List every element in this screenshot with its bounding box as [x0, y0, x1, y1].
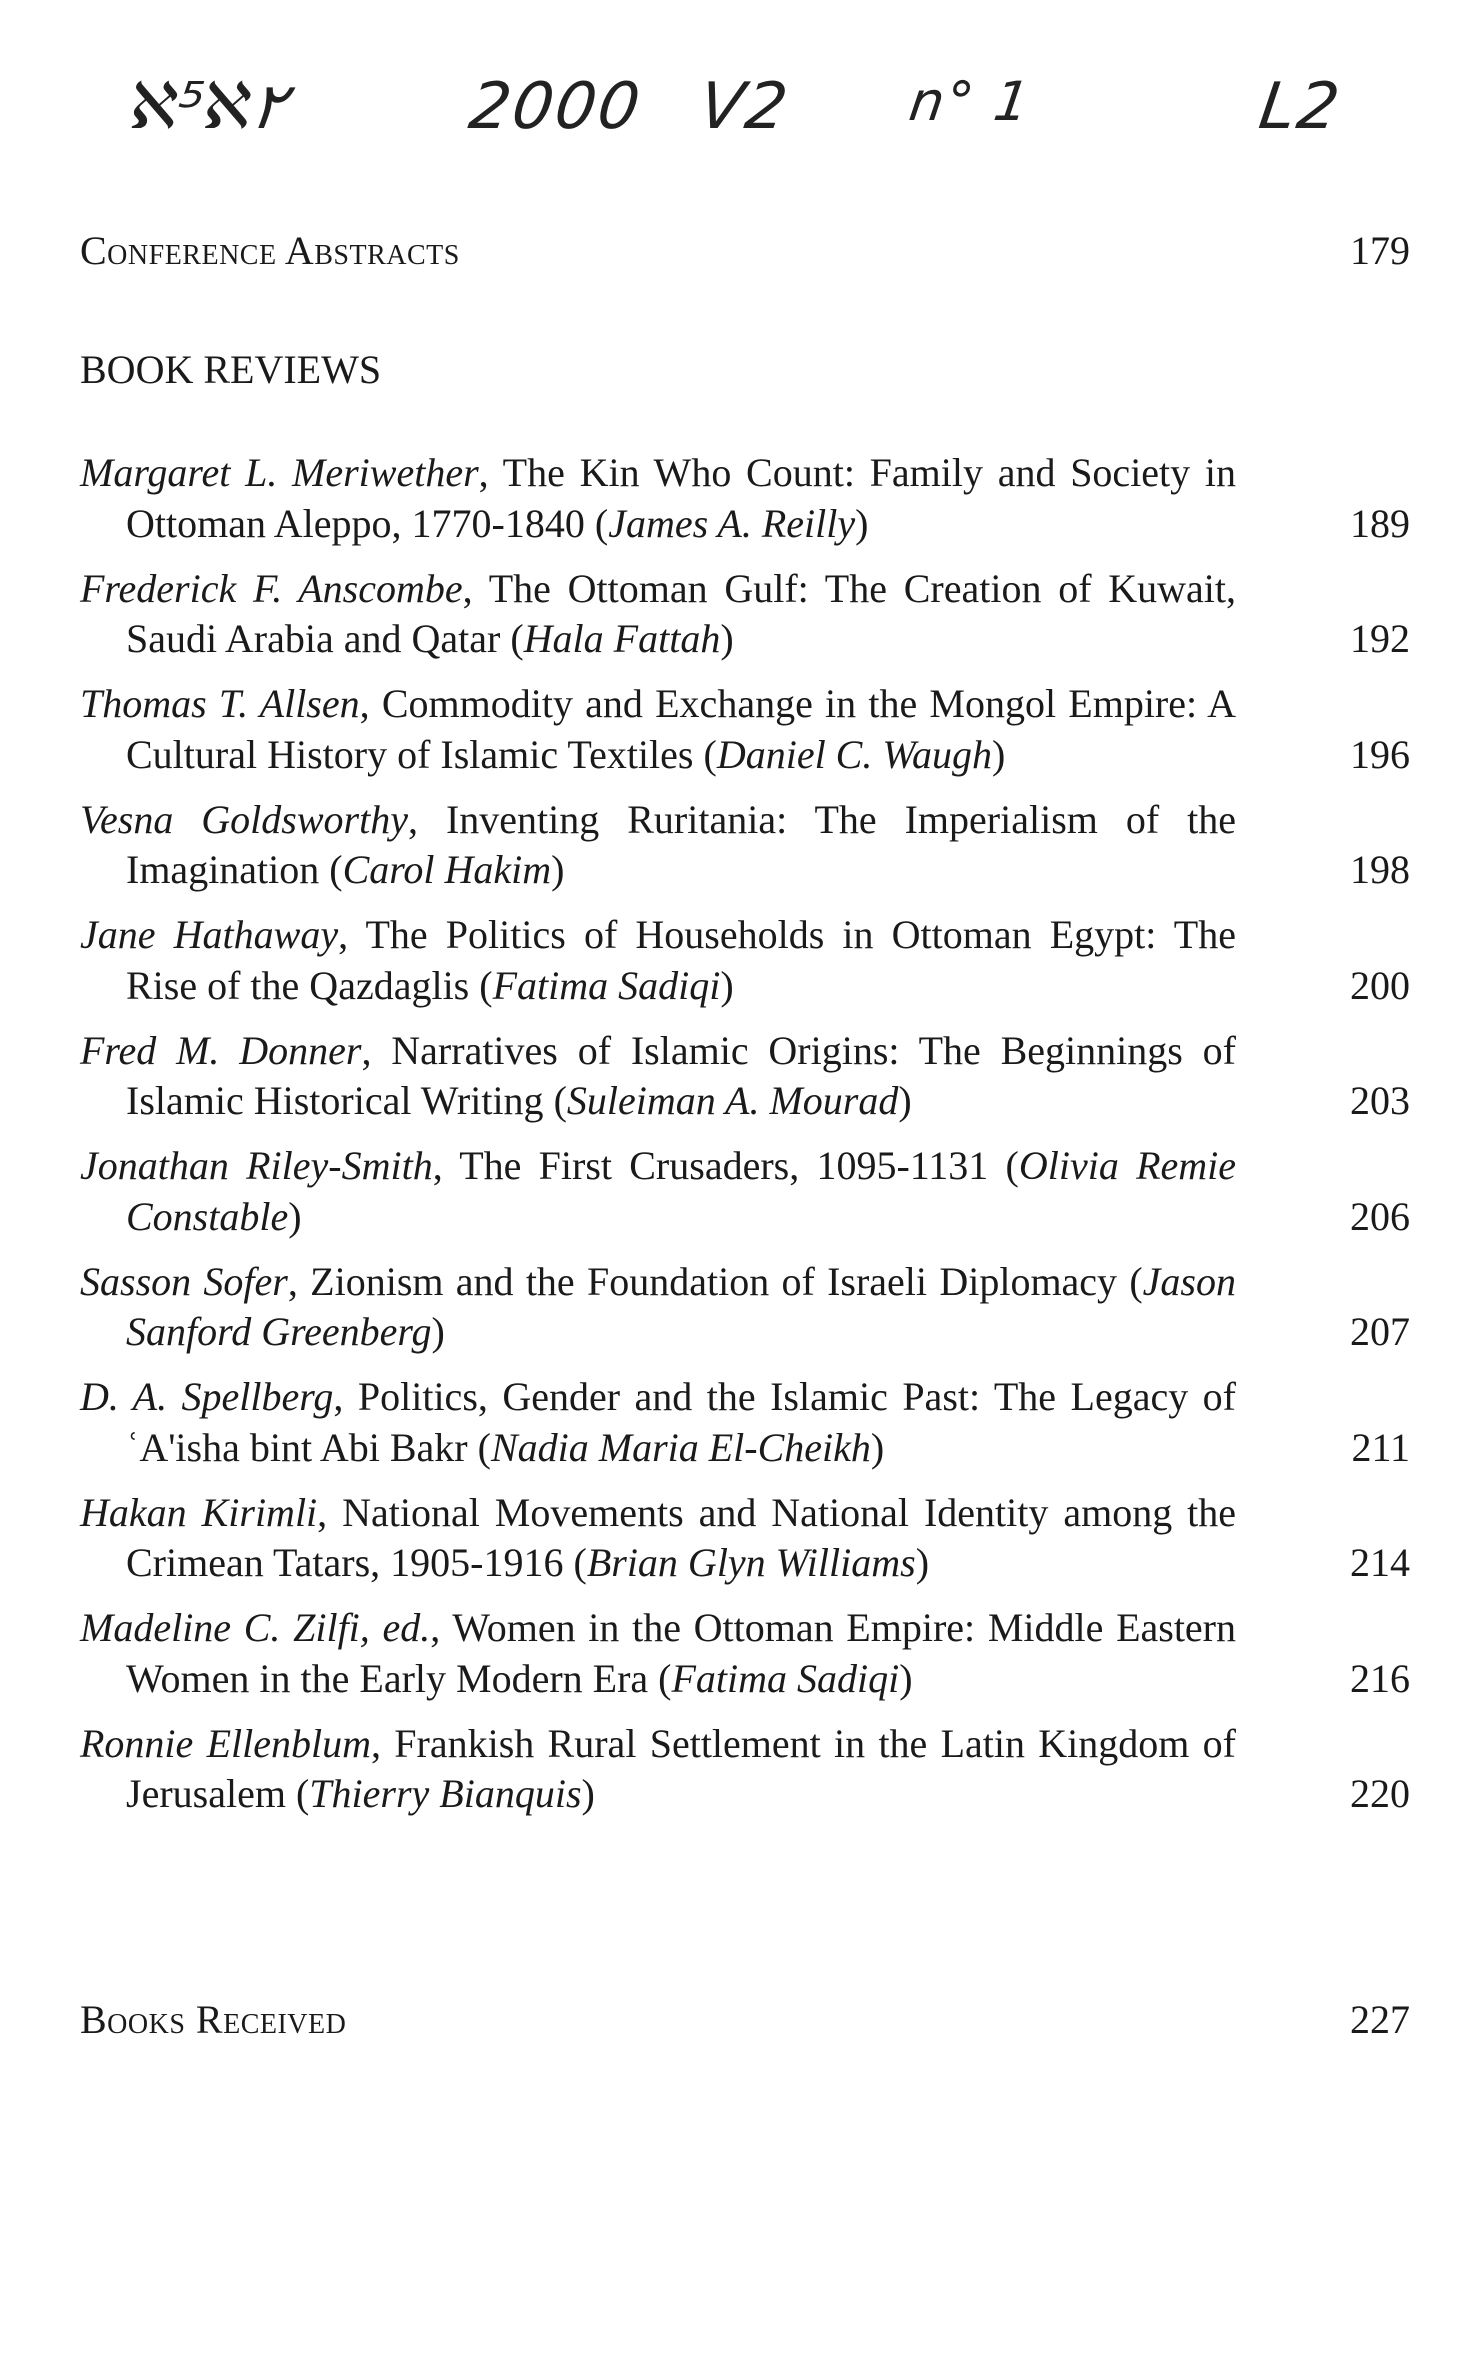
review-entry-text: Frederick F. Anscombe, The Ottoman Gulf: The Creation of Kuwait, Saudi Arabia and Qatar (Hala Fattah): [80, 565, 1237, 661]
review-entry-text: Vesna Goldsworthy, Inventing Ruritania: The Imperialism of the Imagination (Carol Hakim): [80, 796, 1237, 892]
review-author: Vesna Goldsworthy: [80, 796, 408, 842]
handwritten-shelf: L2: [1254, 70, 1346, 144]
review-book-title: Frankish Rural Settlement in the Latin Kingdom of Jerusalem: [126, 1720, 1236, 1816]
review-entry-text: D. A. Spellberg, Politics, Gender and the Islamic Past: The Legacy of ʿA'isha bint Abi Bakr (Nadia Maria El-Cheikh): [80, 1374, 1237, 1470]
handwritten-call-number: [124, 70, 1370, 160]
review-reviewer: Jason Sanford Greenberg: [126, 1258, 1236, 1354]
review-page-number: 207: [1350, 1309, 1410, 1354]
review-page-number: 214: [1350, 1540, 1410, 1585]
review-entry: [80, 795, 1410, 896]
review-book-title: The First Crusaders, 1095-1131: [459, 1143, 989, 1188]
review-entry: [80, 1719, 1410, 1820]
review-entry-text: Thomas T. Allsen, Commodity and Exchange in the Mongol Empire: A Cultural History of Islamic Textiles (Daniel C. Waugh): [80, 681, 1237, 777]
section-page-number: 179: [1350, 228, 1410, 273]
review-entry: [80, 1603, 1410, 1704]
handwritten-volume: V2: [694, 70, 794, 144]
review-entry: [80, 1026, 1410, 1127]
review-entry-text: Hakan Kirimli, National Movements and National Identity among the Crimean Tatars, 1905-1916 (Brian Glyn Williams): [80, 1489, 1236, 1585]
section-title: Books Received: [80, 1997, 347, 2042]
handwritten-issue: n° 1: [905, 70, 1036, 133]
section-book-reviews: [80, 345, 1410, 395]
review-book-title: Narratives of Islamic Origins: The Beginnings of Islamic Historical Writing: [126, 1027, 1237, 1123]
section-title: BOOK REVIEWS: [80, 347, 382, 392]
review-reviewer: Brian Glyn Williams: [586, 1540, 916, 1585]
review-reviewer: Nadia Maria El-Cheikh: [490, 1424, 871, 1470]
review-entry: [80, 1141, 1410, 1242]
review-entry: [80, 564, 1410, 665]
review-page-number: 192: [1350, 616, 1410, 661]
review-book-title: The Kin Who Count: Family and Society in Ottoman Aleppo, 1770-1840: [126, 450, 1236, 546]
review-reviewer: Fatima Sadiqi: [671, 1655, 900, 1701]
review-entry-text: Madeline C. Zilfi, ed., Women in the Ottoman Empire: Middle Eastern Women in the Early Modern Era (Fatima Sadiqi): [80, 1605, 1237, 1701]
section-conference-abstracts: [80, 226, 1410, 276]
section-books-received: [80, 1995, 1410, 2045]
review-page-number: 196: [1350, 731, 1410, 777]
review-author: Fred M. Donner: [80, 1027, 362, 1073]
review-book-title: Commodity and Exchange in the Mongol Empire: A Cultural History of Islamic Textiles: [126, 681, 1237, 777]
book-review-list: [80, 448, 1410, 1834]
review-reviewer: Thierry Bianquis: [309, 1771, 582, 1816]
review-page-number: 206: [1350, 1193, 1410, 1239]
review-entry-text: Jonathan Riley-Smith, The First Crusaders, 1095-1131 (Olivia Remie Constable): [80, 1143, 1237, 1239]
review-reviewer: Hala Fattah: [523, 616, 721, 661]
review-author: Thomas T. Allsen: [80, 681, 360, 726]
review-entry: [80, 910, 1410, 1011]
review-reviewer: Suleiman A. Mourad: [566, 1078, 899, 1123]
review-reviewer: Carol Hakim: [342, 847, 552, 892]
review-page-number: 220: [1350, 1771, 1410, 1816]
review-book-title: Zionism and the Foundation of Israeli Diplomacy: [310, 1258, 1118, 1304]
handwritten-year: 2000: [464, 70, 647, 144]
review-book-title: National Movements and National Identity among the Crimean Tatars, 1905-1916: [126, 1489, 1236, 1585]
review-book-title: Women in the Ottoman Empire: Middle Eastern Women in the Early Modern Era: [126, 1605, 1237, 1701]
section-title: Conference Abstracts: [80, 228, 460, 273]
review-page-number: 198: [1350, 847, 1410, 892]
review-entry-text: Margaret L. Meriwether, The Kin Who Count: Family and Society in Ottoman Aleppo, 1770-1840 (James A. Reilly): [80, 450, 1236, 546]
review-entry: [80, 1257, 1410, 1358]
review-author: Margaret L. Meriwether: [80, 450, 479, 495]
review-entry: [80, 1488, 1410, 1589]
review-page-number: 216: [1350, 1655, 1410, 1701]
review-author: D. A. Spellberg: [80, 1374, 334, 1419]
review-entry-text: Sasson Sofer, Zionism and the Foundation of Israeli Diplomacy (Jason Sanford Greenberg): [80, 1258, 1236, 1354]
review-author: Sasson Sofer: [80, 1258, 288, 1304]
review-entry-text: Fred M. Donner, Narratives of Islamic Origins: The Beginnings of Islamic Historical Writing (Suleiman A. Mourad): [80, 1027, 1237, 1123]
review-author: Ronnie Ellenblum: [80, 1720, 371, 1766]
review-author: Jane Hathaway: [80, 912, 339, 957]
review-author: Hakan Kirimli: [80, 1489, 318, 1535]
review-page-number: 203: [1350, 1078, 1410, 1123]
review-entry-text: Jane Hathaway, The Politics of Households in Ottoman Egypt: The Rise of the Qazdaglis (Fatima Sadiqi): [80, 912, 1236, 1008]
review-book-title: Inventing Ruritania: The Imperialism of the Imagination: [126, 796, 1237, 892]
review-reviewer: Olivia Remie Constable: [126, 1143, 1237, 1239]
review-author: Frederick F. Anscombe: [80, 565, 463, 611]
review-reviewer: James A. Reilly: [608, 500, 856, 546]
review-page-number: 189: [1350, 500, 1410, 546]
review-page-number: 200: [1350, 962, 1410, 1008]
review-book-title: The Politics of Households in Ottoman Egypt: The Rise of the Qazdaglis: [126, 912, 1236, 1008]
review-author: Madeline C. Zilfi, ed.: [80, 1605, 431, 1650]
review-reviewer: Fatima Sadiqi: [492, 962, 721, 1008]
review-author: Jonathan Riley-Smith: [80, 1143, 433, 1188]
review-page-number: 211: [1351, 1424, 1410, 1470]
section-page-number: 227: [1350, 1997, 1410, 2042]
review-book-title: Politics, Gender and the Islamic Past: The Legacy of ʿA'isha bint Abi Bakr: [126, 1374, 1237, 1470]
review-reviewer: Daniel C. Waugh: [716, 731, 993, 777]
handwritten-mark: ℵ⁵ℵ٢: [124, 70, 291, 144]
review-entry: [80, 1372, 1410, 1473]
review-entry-text: Ronnie Ellenblum, Frankish Rural Settlement in the Latin Kingdom of Jerusalem (Thierry Bianquis): [80, 1720, 1236, 1816]
review-entry: [80, 679, 1410, 780]
review-entry: [80, 448, 1410, 549]
review-book-title: The Ottoman Gulf: The Creation of Kuwait, Saudi Arabia and Qatar: [126, 565, 1237, 661]
